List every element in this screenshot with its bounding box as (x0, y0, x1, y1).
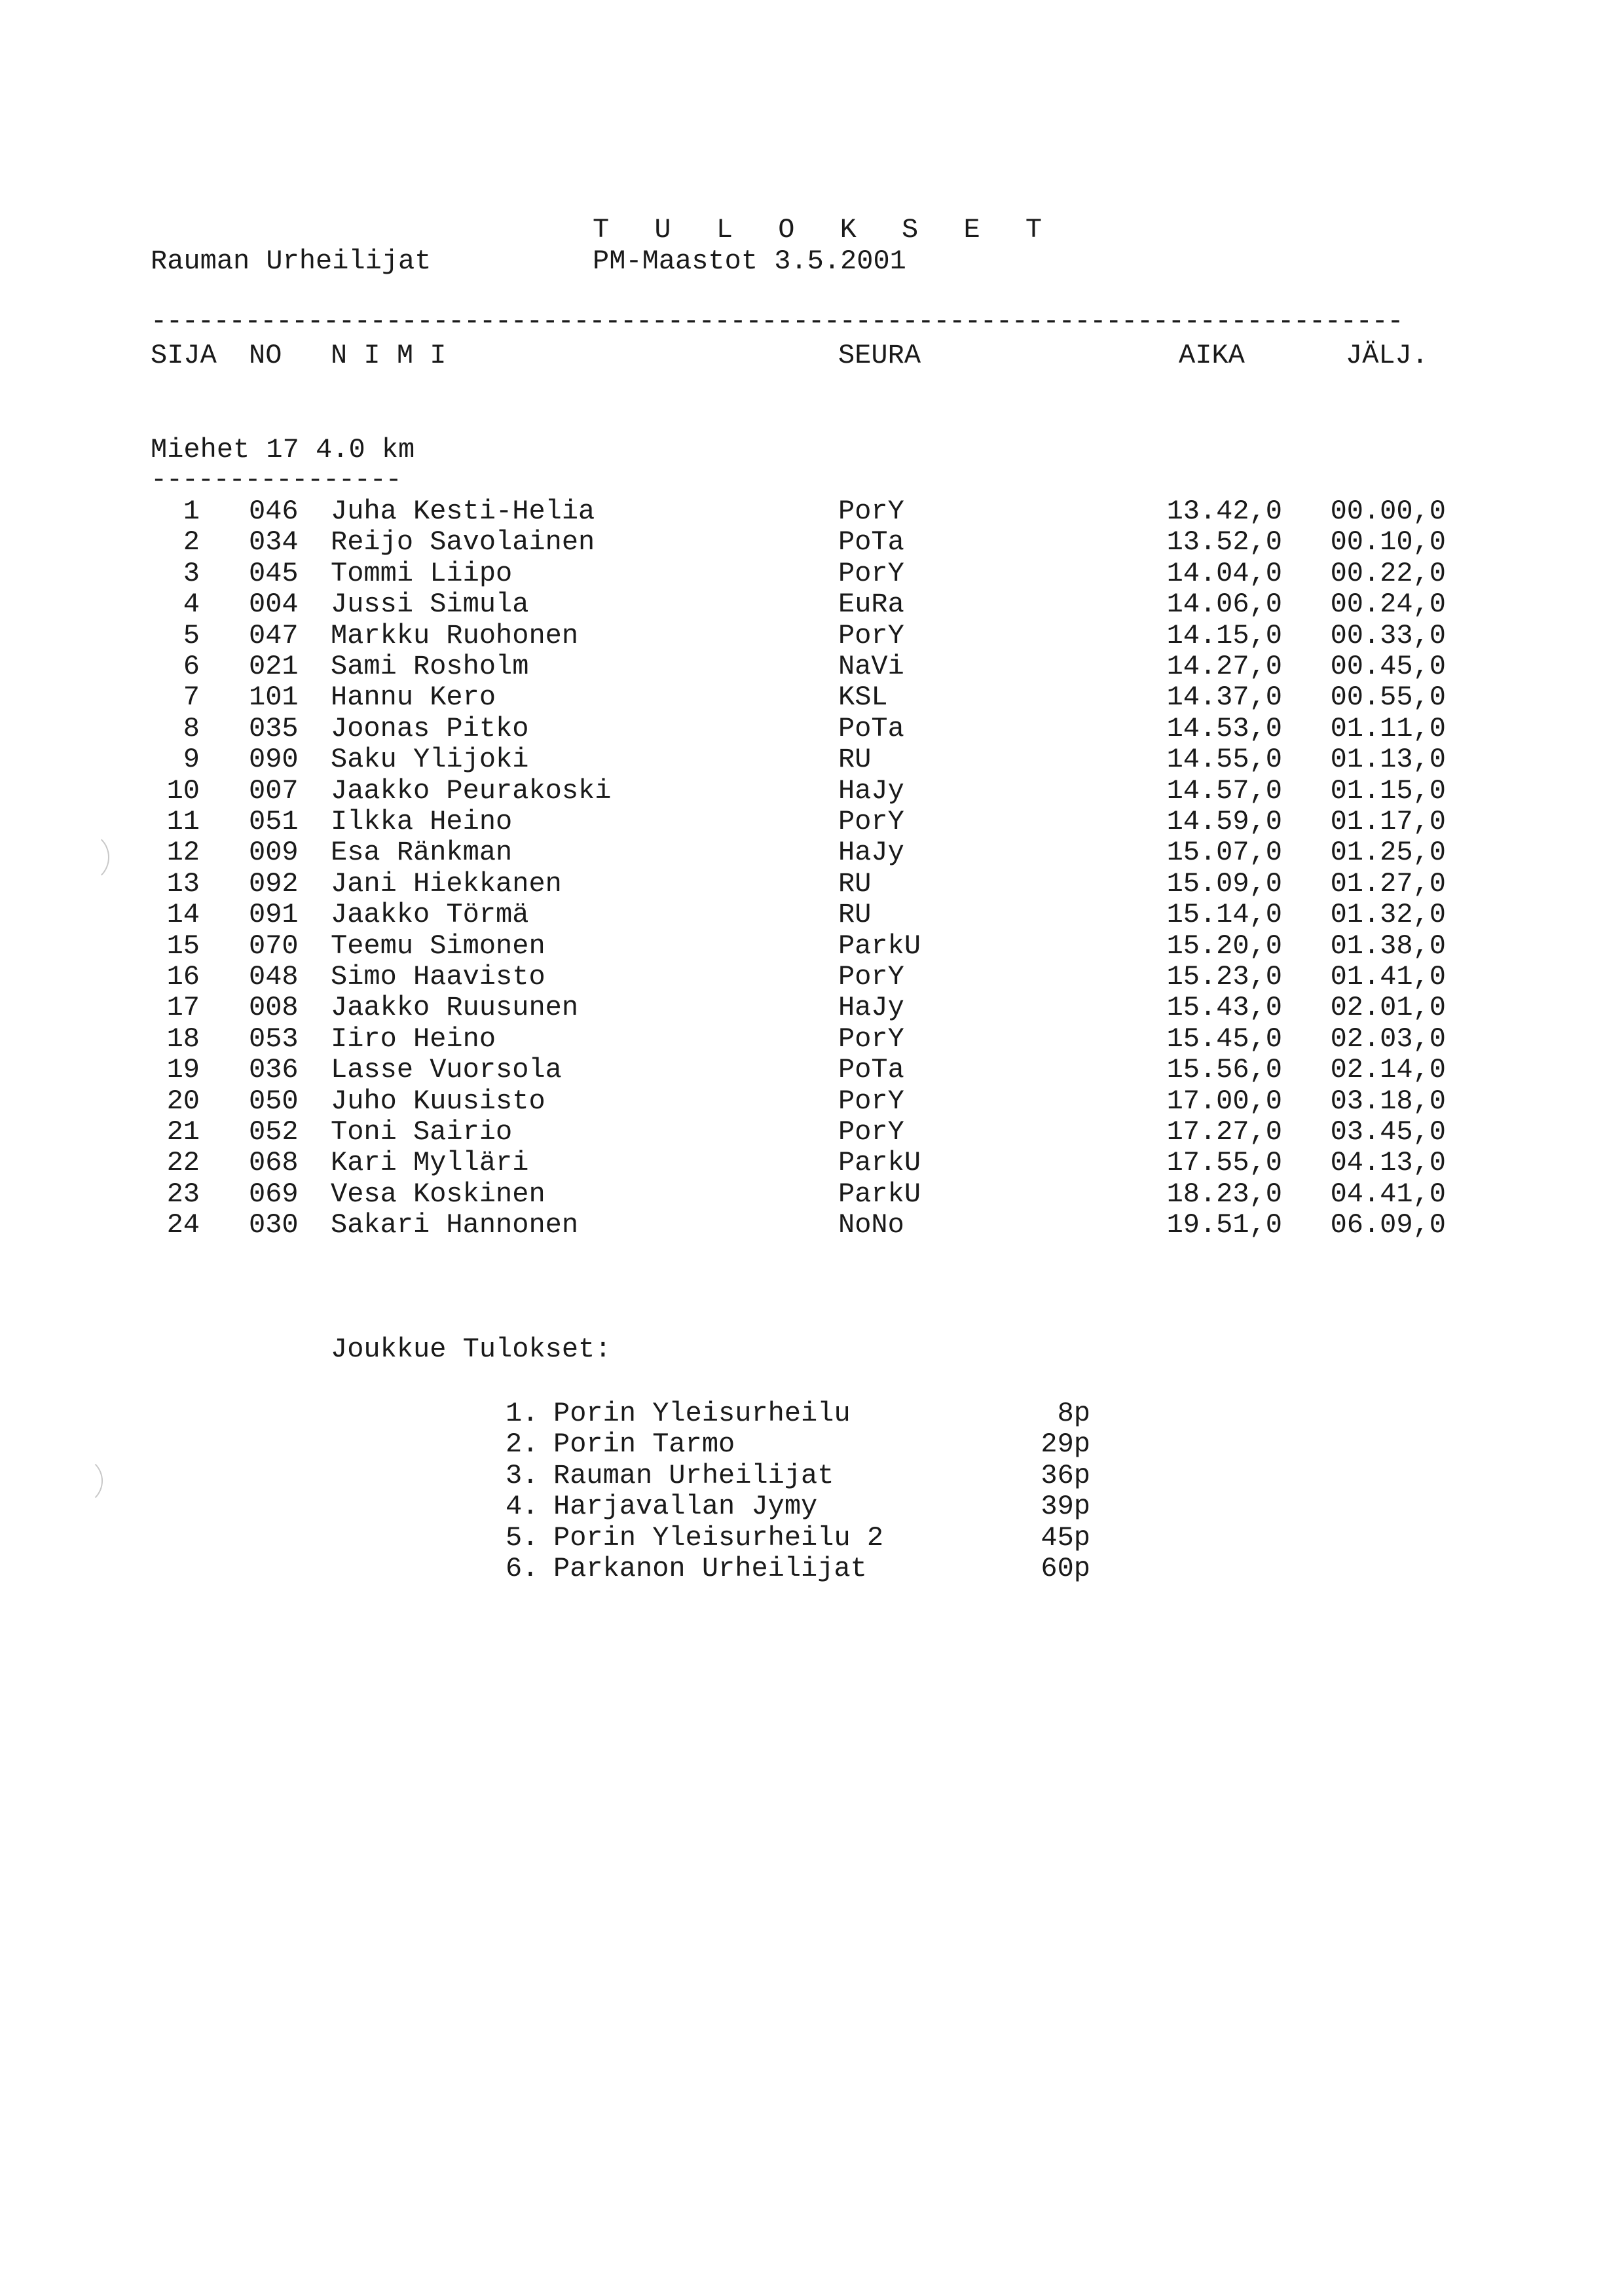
list-item (0, 1555, 1624, 1586)
list-item (0, 1493, 1624, 1524)
name-cell: Tommi Liipo (331, 558, 513, 589)
table-row (0, 591, 1624, 622)
number-cell: 047 (249, 620, 299, 651)
gap-cell: 01.25,0 (1330, 837, 1446, 868)
time-cell: 13.52,0 (1166, 526, 1282, 558)
table-row (0, 715, 1624, 746)
rank-cell: 11 (166, 806, 200, 837)
rank-cell: 9 (183, 744, 200, 775)
gap-cell: 01.11,0 (1330, 713, 1446, 744)
name-cell: Joonas Pitko (331, 713, 529, 744)
team-rank: 5. (506, 1522, 539, 1554)
team-rank: 4. (506, 1491, 539, 1522)
time-cell: 15.07,0 (1166, 837, 1282, 868)
club-cell: RU (838, 744, 872, 775)
number-cell: 004 (249, 589, 299, 620)
name-cell: Jussi Simula (331, 589, 529, 620)
time-cell: 19.51,0 (1166, 1209, 1282, 1241)
time-cell: 17.27,0 (1166, 1116, 1282, 1148)
gap-cell: 02.03,0 (1330, 1023, 1446, 1055)
number-cell: 070 (249, 930, 299, 962)
number-cell: 050 (249, 1085, 299, 1117)
time-cell: 14.27,0 (1166, 651, 1282, 682)
table-row (0, 932, 1624, 964)
number-cell: 036 (249, 1054, 299, 1085)
table-row (0, 653, 1624, 684)
table-row (0, 528, 1624, 560)
column-header-club: SEURA (838, 340, 921, 371)
table-row (0, 1118, 1624, 1150)
gap-cell: 01.38,0 (1330, 930, 1446, 962)
team-rank: 1. (506, 1398, 539, 1429)
rank-cell: 14 (166, 899, 200, 930)
number-cell: 101 (249, 682, 299, 713)
club-cell: RU (838, 868, 872, 900)
rank-cell: 2 (183, 526, 200, 558)
table-row (0, 808, 1624, 839)
club-cell: PorY (838, 1023, 904, 1055)
rank-cell: 1 (183, 496, 200, 527)
column-header-gap: JÄLJ. (1346, 340, 1429, 371)
gap-cell: 02.14,0 (1330, 1054, 1446, 1085)
club-cell: PorY (838, 1116, 904, 1148)
team-rank: 6. (506, 1553, 539, 1584)
team-points: 29p (1041, 1429, 1090, 1460)
name-cell: Reijo Savolainen (331, 526, 595, 558)
team-points: 36p (1041, 1460, 1090, 1491)
number-cell: 091 (249, 899, 299, 930)
club-cell: PoTa (838, 526, 904, 558)
name-cell: Teemu Simonen (331, 930, 545, 962)
event-name: PM-Maastot 3.5.2001 (593, 246, 906, 277)
name-cell: Vesa Koskinen (331, 1178, 545, 1210)
name-cell: Markku Ruohonen (331, 620, 579, 651)
number-cell: 052 (249, 1116, 299, 1148)
number-cell: 034 (249, 526, 299, 558)
number-cell: 035 (249, 713, 299, 744)
organizer-name: Rauman Urheilijat (151, 246, 432, 277)
name-cell: Jaakko Peurakoski (331, 775, 612, 807)
table-row (0, 746, 1624, 777)
number-cell: 051 (249, 806, 299, 837)
rank-cell: 5 (183, 620, 200, 651)
table-row (0, 1149, 1624, 1180)
time-cell: 15.56,0 (1166, 1054, 1282, 1085)
team-points: 8p (1057, 1398, 1090, 1429)
team-name: Porin Yleisurheilu (553, 1398, 851, 1429)
name-cell: Lasse Vuorsola (331, 1054, 562, 1085)
number-cell: 009 (249, 837, 299, 868)
number-cell: 092 (249, 868, 299, 900)
rank-cell: 7 (183, 682, 200, 713)
number-cell: 053 (249, 1023, 299, 1055)
time-cell: 17.55,0 (1166, 1147, 1282, 1178)
rank-cell: 3 (183, 558, 200, 589)
club-cell: NaVi (838, 651, 904, 682)
club-cell: KSL (838, 682, 888, 713)
gap-cell: 06.09,0 (1330, 1209, 1446, 1241)
name-cell: Sakari Hannonen (331, 1209, 579, 1241)
column-header-rank: SIJA (151, 340, 217, 371)
rank-cell: 22 (166, 1147, 200, 1178)
rank-cell: 16 (166, 961, 200, 993)
club-cell: PorY (838, 620, 904, 651)
header-separator: -------------------------------------------------------------------------------- (151, 306, 1403, 337)
team-points: 60p (1041, 1553, 1090, 1584)
gap-cell: 01.41,0 (1330, 961, 1446, 993)
gap-cell: 01.32,0 (1330, 899, 1446, 930)
rank-cell: 8 (183, 713, 200, 744)
table-row (0, 1087, 1624, 1119)
team-name: Harjavallan Jymy (553, 1491, 818, 1522)
rank-cell: 4 (183, 589, 200, 620)
club-cell: HaJy (838, 992, 904, 1023)
number-cell: 048 (249, 961, 299, 993)
gap-cell: 00.00,0 (1330, 496, 1446, 527)
number-cell: 030 (249, 1209, 299, 1241)
rank-cell: 15 (166, 930, 200, 962)
time-cell: 15.43,0 (1166, 992, 1282, 1023)
number-cell: 007 (249, 775, 299, 807)
name-cell: Jaakko Törmä (331, 899, 529, 930)
team-name: Porin Tarmo (553, 1429, 735, 1460)
list-item (0, 1400, 1624, 1431)
name-cell: Sami Rosholm (331, 651, 529, 682)
rank-cell: 6 (183, 651, 200, 682)
table-row (0, 1025, 1624, 1057)
rank-cell: 10 (166, 775, 200, 807)
rank-cell: 21 (166, 1116, 200, 1148)
number-cell: 069 (249, 1178, 299, 1210)
team-points: 39p (1041, 1491, 1090, 1522)
team-results-title: Joukkue Tulokset: (331, 1334, 612, 1365)
name-cell: Juho Kuusisto (331, 1085, 545, 1117)
gap-cell: 04.41,0 (1330, 1178, 1446, 1210)
gap-cell: 00.24,0 (1330, 589, 1446, 620)
table-row (0, 870, 1624, 902)
club-cell: ParkU (838, 1147, 921, 1178)
name-cell: Saku Ylijoki (331, 744, 529, 775)
name-cell: Toni Sairio (331, 1116, 513, 1148)
team-name: Parkanon Urheilijat (553, 1553, 867, 1584)
table-row (0, 963, 1624, 994)
table-row (0, 683, 1624, 715)
number-cell: 068 (249, 1147, 299, 1178)
table-row (0, 560, 1624, 591)
gap-cell: 01.27,0 (1330, 868, 1446, 900)
time-cell: 14.57,0 (1166, 775, 1282, 807)
gap-cell: 00.45,0 (1330, 651, 1446, 682)
club-cell: PorY (838, 806, 904, 837)
club-cell: PorY (838, 961, 904, 993)
number-cell: 008 (249, 992, 299, 1023)
gap-cell: 00.22,0 (1330, 558, 1446, 589)
time-cell: 15.23,0 (1166, 961, 1282, 993)
rank-cell: 18 (166, 1023, 200, 1055)
rank-cell: 17 (166, 992, 200, 1023)
club-cell: ParkU (838, 1178, 921, 1210)
time-cell: 15.14,0 (1166, 899, 1282, 930)
time-cell: 13.42,0 (1166, 496, 1282, 527)
rank-cell: 20 (166, 1085, 200, 1117)
gap-cell: 01.15,0 (1330, 775, 1446, 807)
gap-cell: 01.13,0 (1330, 744, 1446, 775)
gap-cell: 03.18,0 (1330, 1085, 1446, 1117)
gap-cell: 03.45,0 (1330, 1116, 1446, 1148)
number-cell: 090 (249, 744, 299, 775)
time-cell: 15.20,0 (1166, 930, 1282, 962)
team-name: Porin Yleisurheilu 2 (553, 1522, 884, 1554)
team-rank: 2. (506, 1429, 539, 1460)
time-cell: 14.06,0 (1166, 589, 1282, 620)
rank-cell: 19 (166, 1054, 200, 1085)
table-row (0, 1211, 1624, 1243)
club-cell: RU (838, 899, 872, 930)
gap-cell: 00.10,0 (1330, 526, 1446, 558)
club-cell: HaJy (838, 837, 904, 868)
gap-cell: 00.55,0 (1330, 682, 1446, 713)
table-row (0, 1180, 1624, 1212)
gap-cell: 01.17,0 (1330, 806, 1446, 837)
table-row (0, 622, 1624, 653)
rank-cell: 13 (166, 868, 200, 900)
club-cell: PorY (838, 558, 904, 589)
time-cell: 14.59,0 (1166, 806, 1282, 837)
name-cell: Kari Mylläri (331, 1147, 529, 1178)
club-cell: PorY (838, 496, 904, 527)
name-cell: Esa Ränkman (331, 837, 513, 868)
time-cell: 14.37,0 (1166, 682, 1282, 713)
club-cell: PorY (838, 1085, 904, 1117)
table-row (0, 1056, 1624, 1087)
gap-cell: 04.13,0 (1330, 1147, 1446, 1178)
column-header-no: NO (249, 340, 282, 371)
number-cell: 046 (249, 496, 299, 527)
gap-cell: 00.33,0 (1330, 620, 1446, 651)
rank-cell: 12 (166, 837, 200, 868)
time-cell: 18.23,0 (1166, 1178, 1282, 1210)
name-cell: Jaakko Ruusunen (331, 992, 579, 1023)
name-cell: Hannu Kero (331, 682, 496, 713)
club-cell: PoTa (838, 713, 904, 744)
rank-cell: 23 (166, 1178, 200, 1210)
name-cell: Simo Haavisto (331, 961, 545, 993)
club-cell: HaJy (838, 775, 904, 807)
number-cell: 045 (249, 558, 299, 589)
club-cell: ParkU (838, 930, 921, 962)
table-row (0, 839, 1624, 870)
club-cell: NoNo (838, 1209, 904, 1241)
name-cell: Jani Hiekkanen (331, 868, 562, 900)
team-name: Rauman Urheilijat (553, 1460, 834, 1491)
time-cell: 15.09,0 (1166, 868, 1282, 900)
name-cell: Iiro Heino (331, 1023, 496, 1055)
column-header-name: N I M I (331, 340, 447, 371)
table-row (0, 901, 1624, 932)
list-item (0, 1524, 1624, 1556)
time-cell: 14.53,0 (1166, 713, 1282, 744)
category-label: Miehet 17 4.0 km (151, 434, 415, 465)
name-cell: Juha Kesti-Helia (331, 496, 595, 527)
gap-cell: 02.01,0 (1330, 992, 1446, 1023)
team-points: 45p (1041, 1522, 1090, 1554)
rank-cell: 24 (166, 1209, 200, 1241)
document-title: T U L O K S E T (593, 214, 1057, 246)
time-cell: 15.45,0 (1166, 1023, 1282, 1055)
name-cell: Ilkka Heino (331, 806, 513, 837)
time-cell: 14.55,0 (1166, 744, 1282, 775)
club-cell: EuRa (838, 589, 904, 620)
list-item (0, 1462, 1624, 1493)
time-cell: 14.04,0 (1166, 558, 1282, 589)
column-header-row (0, 342, 1624, 373)
column-header-time: AIKA (1179, 340, 1245, 371)
time-cell: 14.15,0 (1166, 620, 1282, 651)
table-row (0, 777, 1624, 809)
club-cell: PoTa (838, 1054, 904, 1085)
category-underline: ---------------- (151, 464, 401, 496)
table-row (0, 994, 1624, 1025)
number-cell: 021 (249, 651, 299, 682)
table-row (0, 498, 1624, 529)
list-item (0, 1430, 1624, 1462)
time-cell: 17.00,0 (1166, 1085, 1282, 1117)
team-rank: 3. (506, 1460, 539, 1491)
